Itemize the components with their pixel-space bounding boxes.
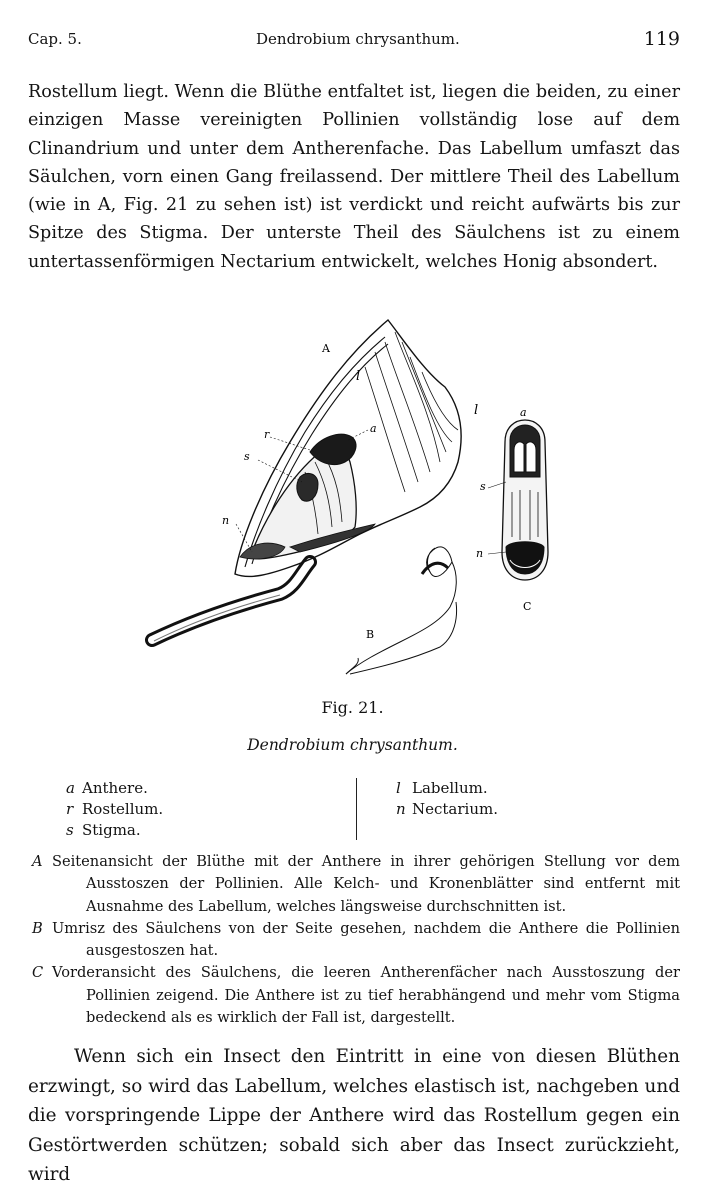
panel-b-drawing: [346, 547, 457, 674]
caption-key: B: [32, 919, 43, 937]
annotation-l-1: l: [356, 369, 361, 384]
caption-item-a: [32, 851, 680, 918]
panel-label-b: B: [366, 628, 375, 641]
legend-right-column: [396, 778, 498, 820]
legend-left-column: [66, 778, 163, 841]
chapter-label: Cap. 5.: [28, 30, 82, 48]
running-title: Dendrobium chrysanthum.: [256, 30, 460, 48]
page-header: [28, 26, 680, 54]
panel-a-drawing: [152, 320, 461, 641]
annotation-n-2: n: [476, 547, 484, 560]
legend-entry: [66, 799, 163, 820]
legend-key: r: [66, 800, 74, 818]
panel-label-c: C: [523, 600, 532, 613]
figure-label: Fig. 21.: [321, 698, 384, 717]
legend-text: Anthere.: [82, 779, 148, 797]
legend-key: s: [66, 821, 74, 839]
legend-divider: [356, 778, 357, 840]
body-paragraph-2: [28, 1042, 680, 1190]
annotation-a-2: a: [520, 406, 527, 419]
paragraph-text: Wenn sich ein Insect den Eintritt in eine von diesen Blüthen erzwingt, so wird das Labellum, welches elastisch ist, nachgeben und die vorspringende Lippe der Anthere wird das Rostellum gegen ein Gestörtwerden schützen; sobald sich aber das Insect zurückzieht, wird: [28, 1046, 680, 1185]
legend-entry: [396, 778, 498, 799]
figure-legend: [66, 778, 626, 842]
annotation-s-2: s: [480, 480, 486, 493]
orchid-drawing: [140, 312, 580, 692]
legend-text: Rostellum.: [82, 800, 164, 818]
figure-21-illustration: [140, 312, 580, 692]
body-paragraph-1: [28, 78, 680, 276]
figure-species-name: Dendrobium chrysanthum.: [247, 736, 458, 754]
caption-text: Seitenansicht der Blüthe mit der Anthere in ihrer gehörigen Stellung vor dem Ausstoszen der Pollinien. Alle Kelch- und Kronenblätter sind entfernt mit Ausnahme des Labellum, welches längsweise durchschnitten ist.: [52, 853, 680, 915]
legend-key: n: [396, 800, 406, 818]
panel-label-a: A: [322, 342, 330, 355]
panel-c-drawing: [488, 420, 548, 580]
legend-entry: [66, 820, 163, 841]
legend-key: a: [66, 779, 75, 797]
caption-key: A: [32, 853, 43, 870]
legend-entry: [66, 778, 163, 799]
caption-text: Umrisz des Säulchens von der Seite gesehen, nachdem die Anthere die Pollinien ausgestoszen hat.: [52, 919, 680, 960]
caption-item-b: [32, 918, 680, 963]
annotation-l-2: l: [474, 403, 479, 418]
legend-entry: [396, 799, 498, 820]
figure-caption: [32, 851, 680, 1029]
annotation-a-1: a: [370, 422, 377, 435]
caption-key: C: [32, 964, 44, 982]
page-number: 119: [643, 28, 680, 50]
annotation-r: r: [264, 428, 270, 441]
caption-item-c: [32, 962, 680, 1029]
caption-text: Vorderansicht des Säulchens, die leeren Antherenfächer nach Ausstoszung der Pollinien zeigend. Die Anthere ist zu tief herabhängend und mehr vom Stigma bedeckend als es wirklich der Fall ist, dargestellt.: [52, 964, 680, 1027]
paragraph-text: Rostellum liegt. Wenn die Blüthe entfaltet ist, liegen die beiden, zu einer einzigen Masse vereinigten Pollinien vollständig lose auf dem Clinandrium und unter dem Antherenfache. Das Labellum umfaszt das Säulchen, vorn einen Gang freilassend. Der mittlere Theil des Labellum (wie in A, Fig. 21 zu sehen ist) ist verdickt und reicht aufwärts bis zur Spitze des Stigma. Der unterste Theil des Säulchens ist zu einem untertassenförmigen Nectarium entwickelt, welches Honig absondert.: [28, 82, 680, 272]
annotation-n-1: n: [222, 514, 230, 527]
legend-text: Labellum.: [412, 779, 488, 797]
legend-text: Nectarium.: [412, 800, 498, 818]
annotation-s-1: s: [244, 450, 250, 463]
legend-key: l: [396, 779, 401, 797]
legend-text: Stigma.: [82, 821, 141, 839]
